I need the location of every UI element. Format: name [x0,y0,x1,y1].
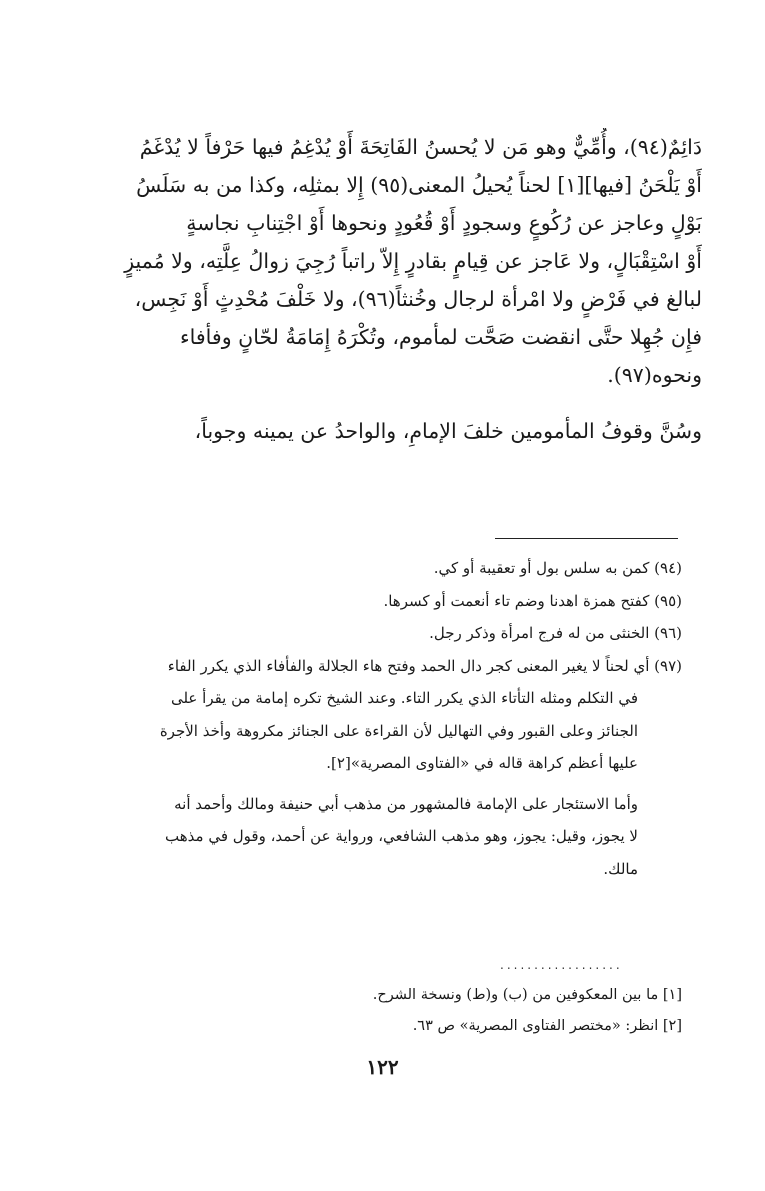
main-text-line: أَوْ اسْتِقْبَالٍ، ولا عَاجز عن قِيامٍ بقادرٍ إِلاّ راتباً رُجِيَ زوالُ عِلَّتِه، ولا مُميزٍ [124,249,702,273]
main-text-line: وسُنَّ وقوفُ المأمومين خلفَ الإمامِ، والواحدُ عن يمينه وجوباً، [194,419,702,443]
editor-note-line: [١] ما بين المعكوفين من (ب) و(ط) ونسخة الشرح. [372,987,682,1003]
page-number: ١٢٢ [366,1055,399,1079]
footnote-line: (٩٦) الخنثى من له فرج امرأة وذكر رجل. [429,624,682,642]
main-text-line: فإِن جُهِلا حتَّى انقضت صَحَّت لمأموم، وتُكْرَهُ إِمَامَةُ لحّانٍ وفأفاء [180,325,702,349]
footnote-line: (٩٤) كمن به سلس بول أو تعقيبة أو كي. [433,559,682,577]
editor-notes [62,980,682,1042]
footnote-line: عليها أعظم كراهة قاله في «الفتاوى المصرية»[٢]. [326,754,638,772]
footnote-line: الجنائز وعلى القبور وفي التهاليل لأن القراءة على الجنائز مكروهة وأخذ الأجرة [159,721,638,740]
main-text-line: بَوْلٍ وعاجز عن رُكُوعٍ وسجودٍ أَوْ قُعُودٍ ونحوها أَوْ اجْتِنابِ نجاسةٍ [186,211,702,235]
footnote-line: في التكلم ومثله التأتاء الذي يكرر التاء. وعند الشيخ تكره إمامة من يقرأ على [170,689,638,707]
main-text-line: ونحوه(٩٧). [607,363,702,387]
main-text-line: لبالغ في فَرْضٍ ولا امْرأة لرجال وخُنثاً(٩٦)، ولا خَلْفَ مُحْدِثٍ أَوْ نَجِس، [134,287,702,311]
footnotes [62,552,682,885]
footnote-line: وأما الاستئجار على الإمامة فالمشهور من مذهب أبي حنيفة ومالك وأحمد أنه [174,794,638,813]
footnote-line: (٩٥) كفتح همزة اهدنا وضم تاء أنعمت أو كسرها. [383,591,682,610]
main-text-line: دَائِمٌ(٩٤)، وأُمِّيٌّ وهو مَن لا يُحسنُ الفَاتِحَةَ أَوْ يُدْغِمُ فيها حَرْفاً لا يُدْغَمُ [139,135,702,159]
footnote-line: مالك. [603,859,638,878]
editor-note-line: [٢] انظر: «مختصر الفتاوى المصرية» ص ٦٣. [412,1018,682,1034]
main-text [62,128,702,450]
footnote-line: (٩٧) أي لحناً لا يغير المعنى كجر دال الحمد وفتح هاء الجلالة والفأفاء الذي يكرر الفاء [167,656,682,675]
footnote-line: لا يجوز، وقيل: يجوز، وهو مذهب الشافعي، ورواية عن أحمد، وقول في مذهب [165,827,638,845]
editor-notes-separator: .................. [500,958,623,972]
main-text-line: أَوْ يَلْحَنُ [فيها][١] لحناً يُحيلُ المعنى(٩٥) إِلا بمثلِه، وكذا من به سَلَسُ [136,173,702,197]
footnote-separator-rule [495,538,678,539]
